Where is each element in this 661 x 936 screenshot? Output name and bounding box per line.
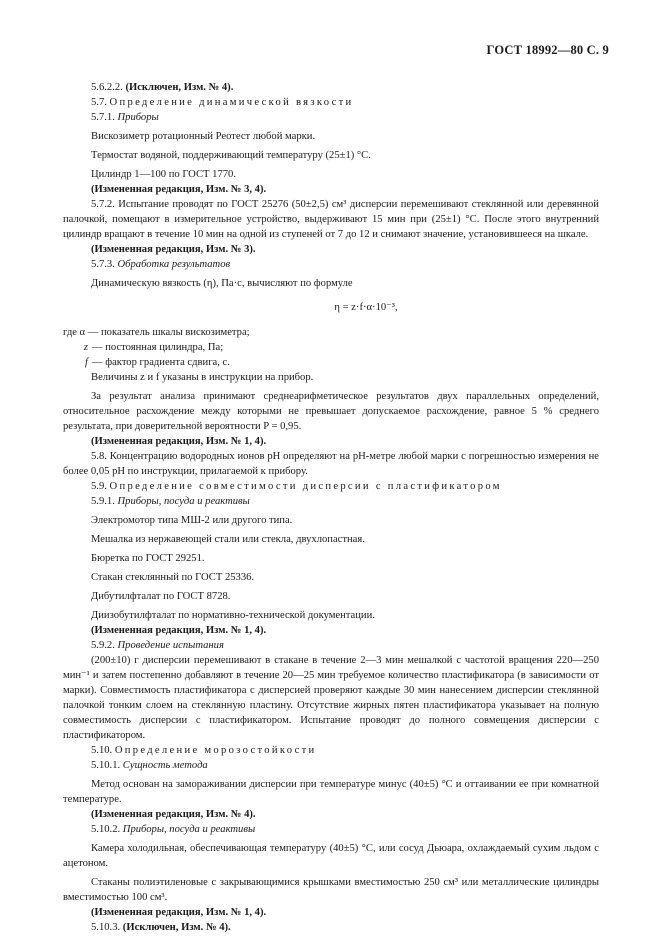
section-5-10-2-heading: 5.10.2. Приборы, посуда и реактивы: [91, 824, 256, 835]
section-5-10-heading: 5.10. Определение морозостойкости: [91, 745, 317, 756]
section-5-9-heading: 5.9. Определение совместимости дисперсии с пластификатором: [91, 481, 502, 492]
section-5-10-1-text: Метод основан на замораживании дисперсии при температуре минус (40±5) °С и оттаивании ее при комнатной температуре.: [63, 779, 599, 805]
list-item: Электромотор типа МШ-2 или другого типа.: [91, 515, 293, 526]
section-5-10-1-heading: 5.10.1. Сущность метода: [91, 760, 208, 771]
where-item: z — постоянная цилиндра, Па;: [83, 342, 224, 353]
list-item: Стакан стеклянный по ГОСТ 25336.: [91, 572, 255, 583]
viscosity-formula: η = z·f·α·10⁻³,: [334, 302, 398, 313]
section-5-10-3: 5.10.3. (Исключен, Изм. № 4).: [91, 922, 231, 933]
list-item: Бюретка по ГОСТ 29251.: [91, 553, 205, 564]
list-item: Термостат водяной, поддерживающий температуру (25±1) °С.: [91, 150, 371, 161]
where-item: f — фактор градиента сдвига, с.: [85, 357, 230, 368]
revision-note: (Измененная редакция, Изм. № 1, 4).: [91, 907, 267, 918]
section-5-7-3-heading: 5.7.3. Обработка результатов: [91, 259, 231, 270]
section-5-9-2-text: (200±10) г дисперсии перемешивают в стакане в течение 2—3 мин мешалкой с частотой вращения 220—250 мин⁻¹ и затем постепенно добавляют в течение 20—25 мин требуемое количество пластификатора (в зависимости от марки). Совместимость пластификатора с дисперсией проверяют каждые 30 мин нанесением дисперсии стеклянной палочкой тонким слоем на стеклянную пластину. Отсутствие жирных пятен пластификатора указывает на полную совместимость дисперсии с пластификатором. Испытание проводят до полного совмещения дисперсии с пластификатором.: [63, 655, 599, 741]
section-5-7-1-heading: 5.7.1. Приборы: [91, 112, 159, 123]
formula-intro: Динамическую вязкость (η), Па·с, вычисляют по формуле: [91, 278, 353, 289]
section-5-9-2-heading: 5.9.2. Проведение испытания: [91, 640, 224, 651]
values-note: Величины z и f указаны в инструкции на прибор.: [91, 372, 314, 383]
section-5-6-2-2: 5.6.2.2. (Исключен, Изм. № 4).: [91, 82, 234, 93]
list-item: Мешалка из нержавеющей стали или стекла, двухлопастная.: [91, 534, 365, 545]
section-5-7-2: 5.7.2. Испытание проводят по ГОСТ 25276 (50±2,5) см³ дисперсии перемешивают стеклянной или деревянной палочкой, помещают в измерительное устройство, выдерживают 15 мин при (25±1) °С. После этого внутренний цилиндр вращают в течение 10 мин на одной из ступеней от 7 до 12 и снимают значение, установившееся на шкале.: [63, 199, 599, 240]
section-5-8: 5.8. Концентрацию водородных ионов pH определяют на pH-метре любой марки с погрешностью измерения не более 0,05 pH по инструкции, прилагаемой к прибору.: [63, 451, 599, 477]
list-item: Дибутилфталат по ГОСТ 8728.: [91, 591, 231, 602]
section-5-7-heading: 5.7. Определение динамической вязкости: [91, 97, 354, 108]
result-text: За результат анализа принимают среднеарифметическое результатов двух параллельных определений, относительное расхождение между которыми не превышает допускаемое расхождение, равное 5 % среднего результата, при доверительной вероятности P = 0,95.: [63, 391, 599, 432]
revision-note: (Измененная редакция, Изм. № 3, 4).: [91, 184, 267, 195]
page-header: ГОСТ 18992—80 С. 9: [486, 43, 609, 57]
list-item: Стаканы полиэтиленовые с закрывающимися крышками вместимостью 250 см³ или металлические цилиндры вместимостью 100 см³.: [63, 877, 599, 903]
revision-note: (Измененная редакция, Изм. № 4).: [91, 809, 256, 820]
list-item: Диизобутилфталат по нормативно-технической документации.: [91, 610, 375, 621]
list-item: Вискозиметр ротационный Реотест любой марки.: [91, 131, 316, 142]
list-item: Цилиндр 1—100 по ГОСТ 1770.: [91, 169, 236, 180]
section-5-9-1-heading: 5.9.1. Приборы, посуда и реактивы: [91, 496, 250, 507]
document-body: [63, 80, 599, 935]
revision-note: (Измененная редакция, Изм. № 1, 4).: [91, 625, 267, 636]
revision-note: (Измененная редакция, Изм. № 3).: [91, 244, 256, 255]
list-item: Камера холодильная, обеспечивающая температуру (40±5) °С, или сосуд Дьюара, охлаждаемый сухим льдом с ацетоном.: [63, 843, 599, 869]
where-item: где α — показатель шкалы вискозиметра;: [63, 327, 250, 338]
revision-note: (Измененная редакция, Изм. № 1, 4).: [91, 436, 267, 447]
